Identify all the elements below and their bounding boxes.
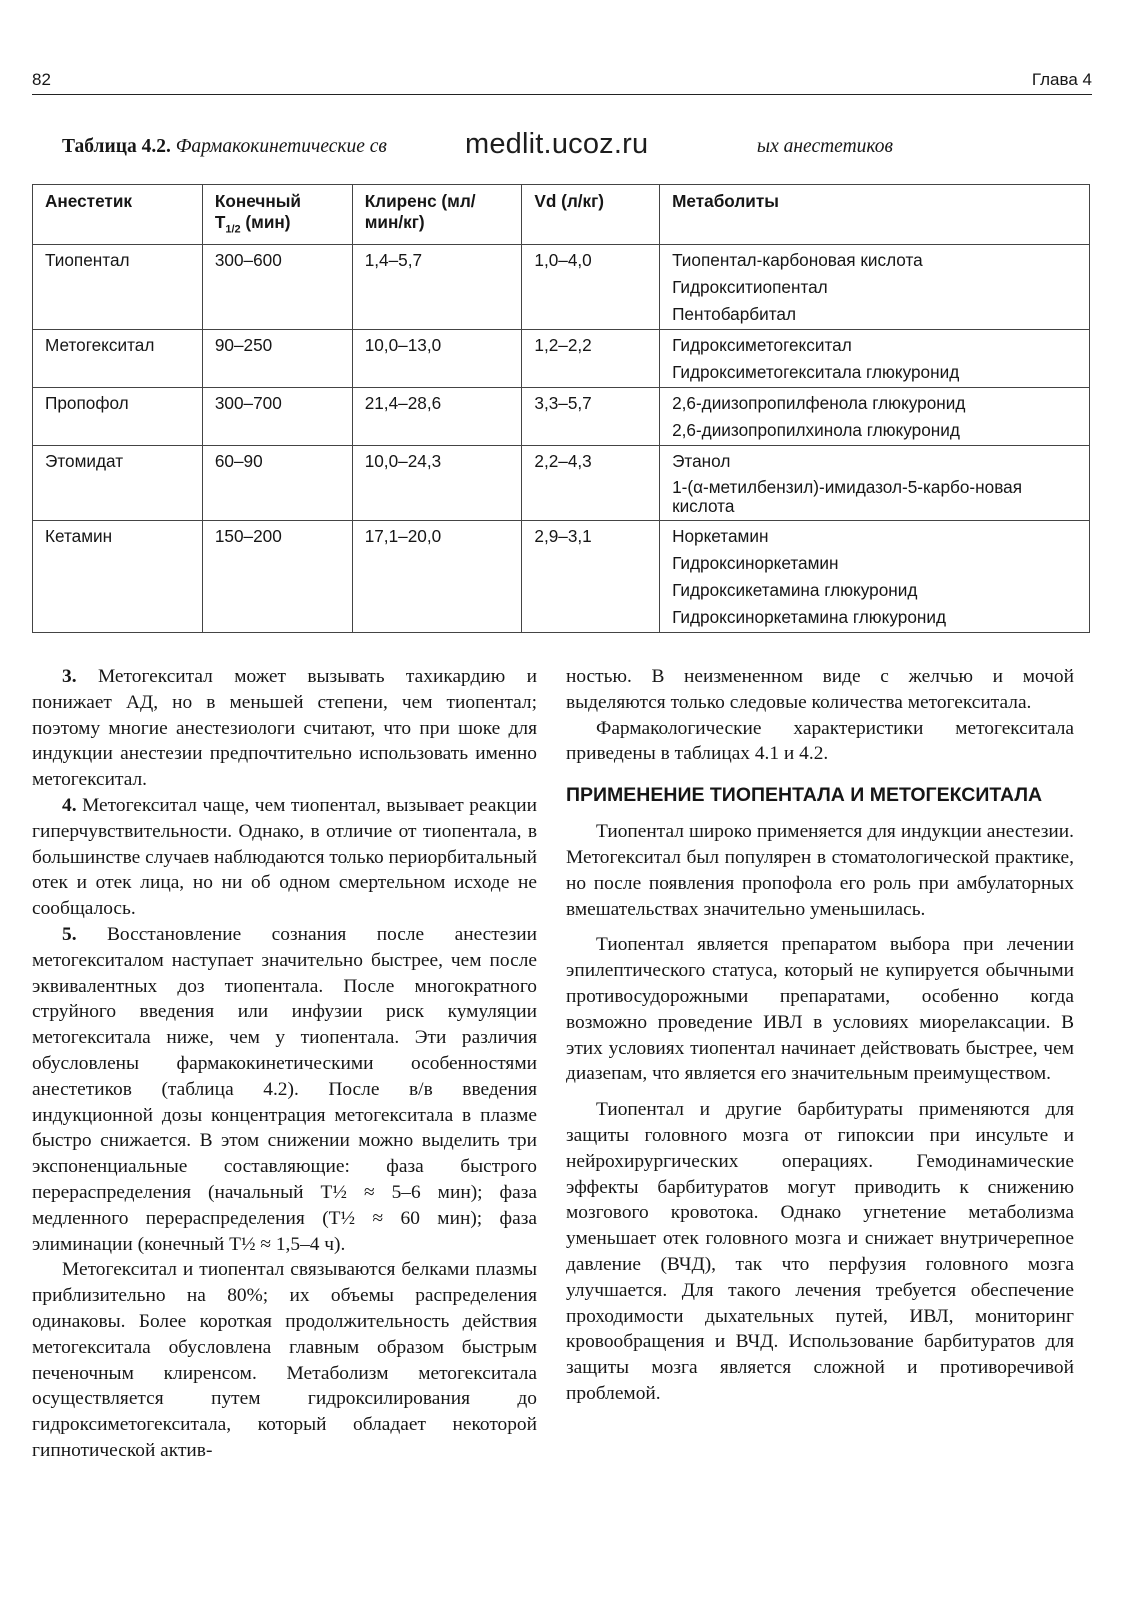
cell-metabolites	[660, 388, 1090, 446]
cell-metabolites	[660, 330, 1090, 388]
paragraph-induction: Тиопентал широко применяется для индукции анестезии. Метогекситал был популярен в стоматологической практике, но после появления пропофола его роль при амбулаторных вмешательствах значительно уменьшилась.	[566, 821, 1074, 920]
left-column	[32, 664, 537, 1464]
cell-metabolites	[660, 521, 1090, 633]
cell-agent: Пропофол	[33, 388, 203, 446]
cell-half-life: 90–250	[202, 330, 352, 388]
metabolite: Этанол	[672, 451, 731, 472]
cell-vd: 2,2–4,3	[522, 446, 660, 521]
table-row	[33, 330, 1090, 388]
header-half-life-unit: (мин)	[240, 212, 291, 232]
cell-vd: 3,3–5,7	[522, 388, 660, 446]
paragraph-brain-protection: Тиопентал и другие барбитураты применяются для защиты головного мозга от гипоксии при инсульте и нейрохирургических операциях. Гемодинамические эффекты барбитуратов могут приводить к снижению мозгового кровотока. Однако угнетение метаболизма уменьшает отек головного мозга и снижает внутричерепное давление (ВЧД), так что перфузия головного мозга улучшается. Для такого лечения требуется обеспечение проходимости дыхательных путей, ИВЛ, мониторинг кровообращения и ВЧД. Использование барбитуратов для защиты мозга является сложной и противоречивой проблемой.	[566, 1099, 1074, 1404]
header-metabolites: Метаболиты	[660, 185, 1090, 245]
metabolite: Гидроксиноркетамин	[672, 553, 839, 574]
item-number: 4.	[62, 794, 77, 816]
item-number: 3.	[62, 666, 77, 687]
paragraph-characteristics: Фармакологические характеристики метогекситала приведены в таблицах 4.1 и 4.2.	[566, 717, 1074, 765]
chapter-label: Глава 4	[1031, 70, 1092, 89]
cell-agent: Тиопентал	[33, 245, 203, 330]
table-row	[33, 446, 1090, 521]
paragraph-4	[32, 793, 537, 922]
table-header-row	[33, 185, 1090, 245]
header-clearance: Клиренс (мл/мин/кг)	[352, 185, 522, 245]
metabolite: Гидроксиноркетамина глюкуронид	[672, 607, 947, 628]
page-number: 82	[32, 70, 51, 89]
header-half-life-label: Конечный	[214, 191, 301, 211]
metabolite: Тиопентал-карбоновая кислота	[672, 250, 923, 271]
cell-metabolites	[660, 446, 1090, 521]
paragraph-epilepsy: Тиопентал является препаратом выбора при лечении эпилептического статуса, который не купируется обычными противосудорожными препаратами, особенно когда возможно проведение ИВЛ в условиях миорелаксации. В этих условиях тиопентал начинает действовать быстрее, чем диазепам, что является его значительным преимуществом.	[566, 934, 1074, 1085]
table-row	[33, 245, 1090, 330]
cell-clearance: 10,0–24,3	[352, 446, 522, 521]
cell-clearance: 17,1–20,0	[352, 521, 522, 633]
header-half-life	[202, 185, 352, 245]
header-half-life-symbol: Т	[214, 212, 226, 232]
paragraph-5	[32, 922, 537, 1257]
table-row	[33, 521, 1090, 633]
paragraph-text: Метогекситал может вызывать тахикардию и понижает АД, но в меньшей степени, чем тиопентал; поэтому многие анестезиологи считают, что при шоке для индукции анестезии предпочтительно использовать именно метогекситал.	[32, 666, 537, 791]
item-number: 5.	[62, 923, 77, 945]
header-half-life-sub: 1/2	[225, 223, 241, 236]
paragraph-text: Восстановление сознания после анестезии метогекситалом наступает значительно быстрее, чем после эквивалентных доз тиопентала. После многократного струйного введения или инфузии риск кумуляции метогекситала ниже, чем у тиопентала. Эти различия обусловлены фармакокинетическими особенностями анестетиков (таблица 4.2). После в/в введения индукционной дозы концентрация метогекситала в плазме быстро снижается. В этом снижении можно выделить три экспоненциальные составляющие: фаза быстрого перераспределения (начальный Т½ ≈ 5–6 мин); фаза медленного перераспределения (Т½ ≈ 60 мин); фаза элиминации (конечный Т½ ≈ 1,5–4 ч).	[32, 923, 537, 1255]
metabolite: Гидроксикетамина глюкуронид	[672, 580, 918, 601]
table-row	[33, 388, 1090, 446]
table-title-end: ых анестетиков	[756, 136, 894, 157]
paragraph-text: Метогекситал чаще, чем тиопентал, вызывает реакции гиперчувствительности. Однако, в отличие от тиопентала, в большинстве случаев наблюдаются только периорбитальный отек и отек лица, но ни об одном смертельном исходе не сообщалось.	[32, 794, 537, 920]
table-label: Таблица 4.2.	[62, 136, 171, 157]
metabolite: Пентобарбитал	[672, 304, 796, 325]
pharmacokinetics-table	[32, 184, 1090, 633]
cell-half-life: 300–700	[202, 388, 352, 446]
running-head	[32, 70, 1092, 95]
cell-half-life: 300–600	[202, 245, 352, 330]
metabolite: Норкетамин	[672, 526, 769, 547]
header-agent: Анестетик	[33, 185, 203, 245]
cell-clearance: 21,4–28,6	[352, 388, 522, 446]
paragraph-continued: ностью. В неизмененном виде с желчью и мочой выделяются только следовые количества метогекситала.	[566, 666, 1074, 713]
cell-vd: 1,2–2,2	[522, 330, 660, 388]
metabolite: 2,6-диизопропилфенола глюкуронид	[672, 393, 966, 414]
metabolite: 2,6-диизопропилхинола глюкуронид	[672, 420, 960, 441]
cell-clearance: 1,4–5,7	[352, 245, 522, 330]
cell-clearance: 10,0–13,0	[352, 330, 522, 388]
cell-metabolites	[660, 245, 1090, 330]
right-column	[566, 664, 1074, 1407]
metabolite: Гидроксиметогекситал	[672, 335, 852, 356]
metabolite: Гидроксиметогекситала глюкуронид	[672, 362, 960, 383]
cell-vd: 2,9–3,1	[522, 521, 660, 633]
cell-agent: Этомидат	[33, 446, 203, 521]
cell-vd: 1,0–4,0	[522, 245, 660, 330]
paragraph-3	[32, 664, 537, 793]
metabolite: 1-(α-метилбензил)-имидазол-5-карбо-новая кислота	[672, 477, 1023, 517]
metabolite: Гидрокситиопентал	[672, 277, 828, 298]
table-title-start: Фармакокинетические св	[175, 136, 387, 157]
cell-half-life: 60–90	[202, 446, 352, 521]
header-vd: Vd (л/кг)	[522, 185, 660, 245]
section-heading: ПРИМЕНЕНИЕ ТИОПЕНТАЛА И МЕТОГЕКСИТАЛА	[566, 784, 1043, 807]
watermark: medlit.ucoz.ru	[465, 128, 649, 160]
cell-agent: Метогекситал	[33, 330, 203, 388]
cell-agent: Кетамин	[33, 521, 203, 633]
cell-half-life: 150–200	[202, 521, 352, 633]
paragraph-protein-binding: Метогекситал и тиопентал связываются белками плазмы приблизительно на 80%; их объемы распределения одинаковы. Более короткая продолжительность действия метогекситала обусловлена главным образом быстрым печеночным клиренсом. Метаболизм метогекситала осуществляется путем гидроксилирования до гидроксиметогекситала, который обладает некоторой гипнотической актив-	[32, 1259, 537, 1461]
